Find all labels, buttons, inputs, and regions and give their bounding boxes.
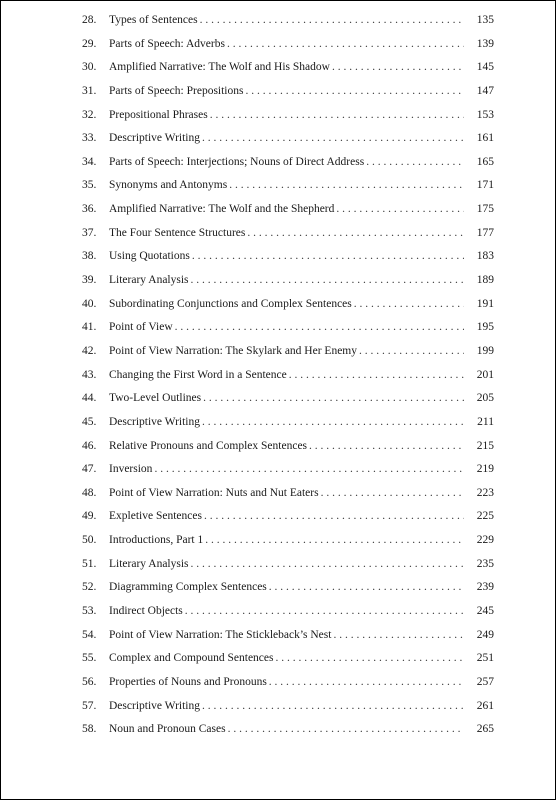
toc-entry-title: Subordinating Conjunctions and Complex Sentences	[109, 293, 354, 317]
toc-entry	[1, 718, 555, 742]
dot-leader	[185, 600, 494, 624]
toc-entry-number: 40.	[82, 297, 97, 310]
toc-entry-number: 31.	[82, 84, 97, 97]
dot-leader	[228, 718, 494, 742]
toc-entry-number: 52.	[82, 581, 97, 594]
dot-leader	[191, 269, 494, 293]
toc-entry-page-number: 225	[464, 505, 494, 529]
toc-entry-page-number: 189	[464, 269, 494, 293]
dot-leader	[247, 222, 494, 246]
toc-entry	[1, 222, 555, 246]
toc-entry	[1, 80, 555, 104]
toc-entry-title: Relative Pronouns and Complex Sentences	[109, 435, 309, 459]
toc-entry-number: 48.	[82, 486, 97, 499]
toc-entry	[1, 671, 555, 695]
toc-entry-page-number: 223	[464, 482, 494, 506]
toc-entry-number: 43.	[82, 368, 97, 381]
dot-leader	[200, 9, 494, 33]
toc-entry-number: 56.	[82, 675, 97, 688]
toc-entry-page-number: 219	[464, 458, 494, 482]
dot-leader	[276, 647, 495, 671]
toc-entry-title: Expletive Sentences	[109, 505, 204, 529]
toc-entry-number: 37.	[82, 226, 97, 239]
toc-entry-number: 29.	[82, 37, 97, 50]
dot-leader	[202, 411, 494, 435]
toc-entry	[1, 553, 555, 577]
toc-entry-page-number: 251	[464, 647, 494, 671]
toc-entry	[1, 269, 555, 293]
toc-entry-title: Diagramming Complex Sentences	[109, 576, 269, 600]
toc-entry-title: Complex and Compound Sentences	[109, 647, 276, 671]
toc-entry-page-number: 245	[464, 600, 494, 624]
toc-entry-title: Point of View Narration: The Stickleback’s Nest	[109, 624, 333, 648]
toc-entry-number: 55.	[82, 652, 97, 665]
toc-entry-title: Introductions, Part 1	[109, 529, 205, 553]
toc-entry-line	[109, 316, 494, 340]
toc-entry-title: Inversion	[109, 458, 154, 482]
toc-entry-line	[109, 458, 494, 482]
toc-entry-title: Prepositional Phrases	[109, 104, 210, 128]
toc-entry-number: 57.	[82, 699, 97, 712]
toc-entry-title: Types of Sentences	[109, 9, 200, 33]
toc-entry-line	[109, 647, 494, 671]
toc-entry-number: 38.	[82, 250, 97, 263]
toc-entry	[1, 33, 555, 57]
toc-entry-title: Amplified Narrative: The Wolf and the Shepherd	[109, 198, 336, 222]
toc-entry-line	[109, 222, 494, 246]
toc-entry-number: 42.	[82, 344, 97, 357]
dot-leader	[229, 174, 494, 198]
toc-entry-page-number: 171	[464, 174, 494, 198]
toc-entry-page-number: 135	[464, 9, 494, 33]
toc-entry	[1, 435, 555, 459]
toc-entry-title: Amplified Narrative: The Wolf and His Shadow	[109, 56, 332, 80]
toc-entry-line	[109, 198, 494, 222]
toc-entry	[1, 174, 555, 198]
toc-entry-line	[109, 624, 494, 648]
toc-entry	[1, 529, 555, 553]
toc-entry-line	[109, 695, 494, 719]
toc-entry	[1, 127, 555, 151]
toc-entry-line	[109, 9, 494, 33]
toc-entry-title: Two-Level Outlines	[109, 387, 203, 411]
toc-entry-page-number: 215	[464, 435, 494, 459]
toc-entry-line	[109, 576, 494, 600]
toc-entry-page-number: 161	[464, 127, 494, 151]
toc-entry-number: 58.	[82, 723, 97, 736]
toc-entry-number: 28.	[82, 14, 97, 26]
dot-leader	[204, 505, 494, 529]
toc-entry-page-number: 147	[464, 80, 494, 104]
dot-leader	[203, 387, 494, 411]
toc-entry-line	[109, 435, 494, 459]
toc-entry-title: Descriptive Writing	[109, 411, 202, 435]
toc-entry	[1, 293, 555, 317]
toc-entry-title: Point of View Narration: The Skylark and Her Enemy	[109, 340, 359, 364]
toc-entry	[1, 411, 555, 435]
toc-entry	[1, 151, 555, 175]
toc-entry-line	[109, 293, 494, 317]
toc-entry-page-number: 191	[464, 293, 494, 317]
toc-entry	[1, 198, 555, 222]
toc-entry-title: Point of View	[109, 316, 175, 340]
toc-entry-line	[109, 482, 494, 506]
toc-entry-line	[109, 174, 494, 198]
toc-entry-title: Synonyms and Antonyms	[109, 174, 229, 198]
dot-leader	[269, 576, 494, 600]
toc-entry-line	[109, 718, 494, 742]
toc-entry-title: Parts of Speech: Interjections; Nouns of Direct Address	[109, 151, 366, 175]
toc-entry	[1, 624, 555, 648]
toc-entry-number: 39.	[82, 274, 97, 287]
toc-entry-number: 50.	[82, 534, 97, 547]
toc-entry	[1, 56, 555, 80]
toc-entry-page-number: 195	[464, 316, 494, 340]
toc-entry-page-number: 229	[464, 529, 494, 553]
toc-entry-number: 34.	[82, 155, 97, 168]
toc-entry-line	[109, 269, 494, 293]
dot-leader	[269, 671, 494, 695]
dot-leader	[202, 127, 494, 151]
toc-entry	[1, 387, 555, 411]
toc-entry	[1, 482, 555, 506]
toc-entry-page-number: 145	[464, 56, 494, 80]
toc-entry	[1, 695, 555, 719]
toc-entry-line	[109, 505, 494, 529]
toc-entry	[1, 505, 555, 529]
toc-entry	[1, 600, 555, 624]
toc-entry-number: 47.	[82, 463, 97, 476]
toc-entry	[1, 104, 555, 128]
toc-entry-page-number: 139	[464, 33, 494, 57]
toc-entry-line	[109, 671, 494, 695]
toc-entry	[1, 647, 555, 671]
toc-entry-number: 53.	[82, 605, 97, 618]
toc-entry-line	[109, 151, 494, 175]
dot-leader	[175, 316, 494, 340]
toc-entry-line	[109, 529, 494, 553]
toc-entry-page-number: 239	[464, 576, 494, 600]
toc-entry-title: Indirect Objects	[109, 600, 185, 624]
toc-entry-line	[109, 245, 494, 269]
toc-entry-line	[109, 33, 494, 57]
toc-entry-title: Properties of Nouns and Pronouns	[109, 671, 269, 695]
toc-entry-page-number: 177	[464, 222, 494, 246]
toc-entry-title: Point of View Narration: Nuts and Nut Eaters	[109, 482, 321, 506]
toc-entry-number: 41.	[82, 321, 97, 334]
toc-entry-number: 51.	[82, 557, 97, 570]
toc-entry-line	[109, 340, 494, 364]
toc-entry-page-number: 175	[464, 198, 494, 222]
toc-entry	[1, 245, 555, 269]
dot-leader	[191, 553, 494, 577]
toc-entry-title: Noun and Pronoun Cases	[109, 718, 228, 742]
toc-entry-title: Parts of Speech: Adverbs	[109, 33, 227, 57]
dot-leader	[202, 695, 494, 719]
toc-entry-title: Using Quotations	[109, 245, 192, 269]
dot-leader	[245, 80, 494, 104]
toc-entry-line	[109, 411, 494, 435]
dot-leader	[154, 458, 494, 482]
toc-entry-line	[109, 80, 494, 104]
toc-entry-page-number: 211	[464, 411, 494, 435]
toc-entry-title: Descriptive Writing	[109, 127, 202, 151]
toc-entry-page-number: 165	[464, 151, 494, 175]
toc-entry	[1, 316, 555, 340]
dot-leader	[192, 245, 494, 269]
toc-entry-title: Changing the First Word in a Sentence	[109, 364, 289, 388]
toc-entry-number: 33.	[82, 132, 97, 145]
toc-entry-number: 49.	[82, 510, 97, 523]
toc-entry-page-number: 257	[464, 671, 494, 695]
toc-entry-number: 54.	[82, 628, 97, 641]
table-of-contents	[1, 9, 555, 742]
toc-entry-line	[109, 364, 494, 388]
toc-entry-number: 44.	[82, 392, 97, 405]
toc-entry-number: 30.	[82, 61, 97, 74]
toc-entry-page-number: 265	[464, 718, 494, 742]
toc-entry-line	[109, 553, 494, 577]
toc-entry	[1, 458, 555, 482]
toc-entry-title: Descriptive Writing	[109, 695, 202, 719]
toc-entry-line	[109, 600, 494, 624]
toc-entry-line	[109, 127, 494, 151]
toc-entry-title: Literary Analysis	[109, 553, 191, 577]
toc-entry-number: 36.	[82, 203, 97, 216]
dot-leader	[227, 33, 494, 57]
toc-entry	[1, 576, 555, 600]
dot-leader	[210, 104, 494, 128]
dot-leader	[205, 529, 494, 553]
toc-entry-number: 32.	[82, 108, 97, 121]
toc-entry-page-number: 183	[464, 245, 494, 269]
toc-entry-page-number: 199	[464, 340, 494, 364]
toc-entry-line	[109, 104, 494, 128]
toc-entry	[1, 364, 555, 388]
toc-entry-page-number: 205	[464, 387, 494, 411]
toc-entry-number: 45.	[82, 415, 97, 428]
toc-entry-page-number: 235	[464, 553, 494, 577]
toc-entry-line	[109, 387, 494, 411]
toc-entry	[1, 9, 555, 33]
toc-entry-number: 46.	[82, 439, 97, 452]
toc-entry-page-number: 261	[464, 695, 494, 719]
toc-entry-page-number: 249	[464, 624, 494, 648]
toc-entry-title: The Four Sentence Structures	[109, 222, 247, 246]
toc-entry-title: Parts of Speech: Prepositions	[109, 80, 245, 104]
toc-entry-line	[109, 56, 494, 80]
toc-entry-page-number: 201	[464, 364, 494, 388]
toc-entry	[1, 340, 555, 364]
toc-entry-page-number: 153	[464, 104, 494, 128]
toc-entry-number: 35.	[82, 179, 97, 192]
toc-entry-title: Literary Analysis	[109, 269, 191, 293]
